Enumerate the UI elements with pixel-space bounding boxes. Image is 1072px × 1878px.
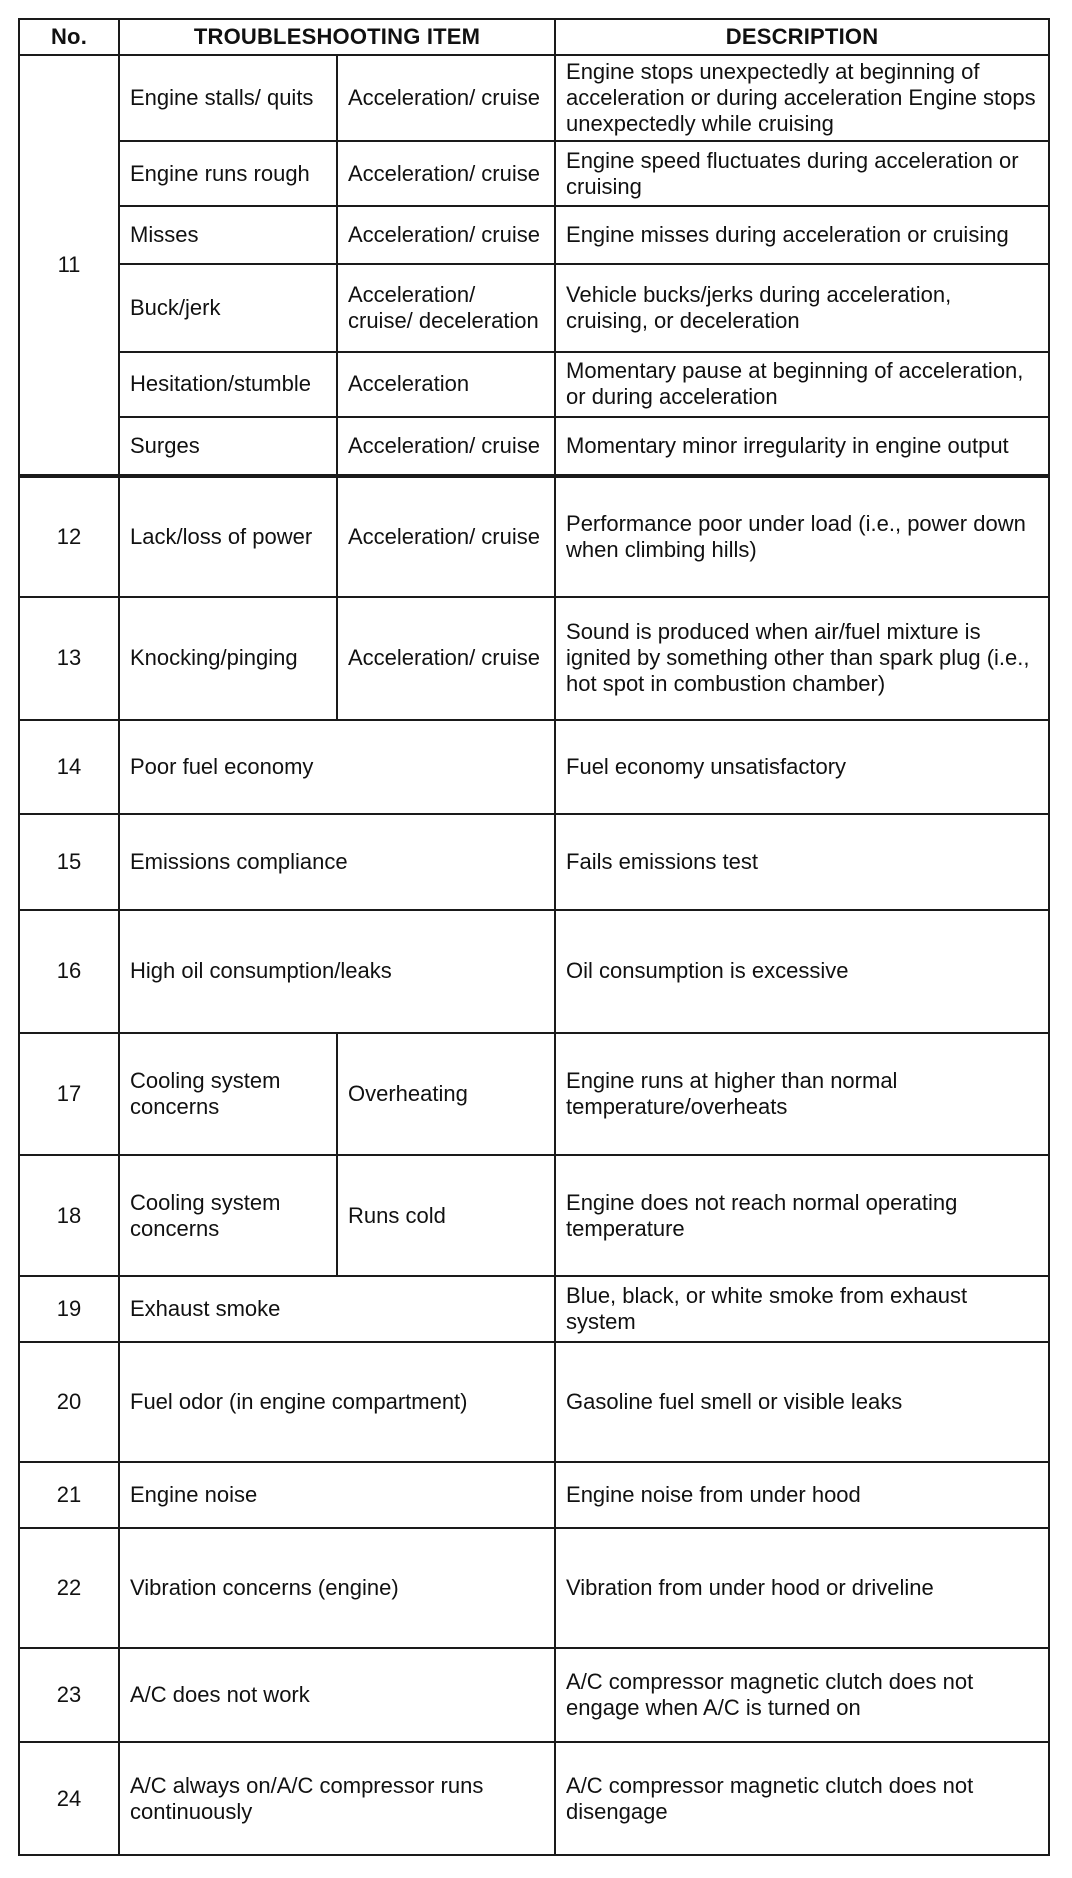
table-row bbox=[19, 1155, 1049, 1276]
table-row bbox=[19, 1648, 1049, 1742]
table-row bbox=[19, 141, 1049, 206]
troubleshooting-item: Vibration concerns (engine) bbox=[119, 1528, 555, 1649]
description-cell: Sound is produced when air/fuel mixture is ignited by something other than spark plug (i.e., hot spot in combustion chamber) bbox=[555, 597, 1049, 720]
troubleshooting-item: Cooling system concerns bbox=[119, 1155, 337, 1276]
troubleshooting-condition: Overheating bbox=[337, 1033, 555, 1156]
troubleshooting-condition: Acceleration/ cruise bbox=[337, 417, 555, 476]
row-number: 13 bbox=[19, 597, 119, 720]
row-number: 14 bbox=[19, 720, 119, 814]
description-cell: A/C compressor magnetic clutch does not engage when A/C is turned on bbox=[555, 1648, 1049, 1742]
description-cell: Engine speed fluctuates during acceleration or cruising bbox=[555, 141, 1049, 206]
description-cell: Vibration from under hood or driveline bbox=[555, 1528, 1049, 1649]
troubleshooting-item: A/C does not work bbox=[119, 1648, 555, 1742]
table-row bbox=[19, 1033, 1049, 1156]
troubleshooting-condition: Acceleration/ cruise bbox=[337, 206, 555, 263]
description-cell: Momentary pause at beginning of acceleration, or during acceleration bbox=[555, 352, 1049, 417]
table-row bbox=[19, 720, 1049, 814]
table-header-row bbox=[19, 19, 1049, 55]
table-row bbox=[19, 1742, 1049, 1855]
troubleshooting-item: Exhaust smoke bbox=[119, 1276, 555, 1341]
description-cell: Engine does not reach normal operating temperature bbox=[555, 1155, 1049, 1276]
troubleshooting-item: Engine stalls/ quits bbox=[119, 55, 337, 141]
description-cell: Vehicle bucks/jerks during acceleration, cruising, or deceleration bbox=[555, 264, 1049, 352]
troubleshooting-condition: Acceleration/ cruise bbox=[337, 597, 555, 720]
troubleshooting-item: Engine noise bbox=[119, 1462, 555, 1527]
row-number: 15 bbox=[19, 814, 119, 910]
troubleshooting-item: Engine runs rough bbox=[119, 141, 337, 206]
troubleshooting-item: Emissions compliance bbox=[119, 814, 555, 910]
table-row bbox=[19, 814, 1049, 910]
description-cell: Oil consumption is excessive bbox=[555, 910, 1049, 1033]
troubleshooting-item: Buck/jerk bbox=[119, 264, 337, 352]
description-cell: Fuel economy unsatisfactory bbox=[555, 720, 1049, 814]
row-number: 17 bbox=[19, 1033, 119, 1156]
description-cell: Engine noise from under hood bbox=[555, 1462, 1049, 1527]
troubleshooting-item: Fuel odor (in engine compartment) bbox=[119, 1342, 555, 1463]
troubleshooting-item: Poor fuel economy bbox=[119, 720, 555, 814]
table-row bbox=[19, 206, 1049, 263]
description-cell: Engine stops unexpectedly at beginning of acceleration or during acceleration Engine stops unexpectedly while cruising bbox=[555, 55, 1049, 141]
table-row bbox=[19, 1342, 1049, 1463]
table-row bbox=[19, 1276, 1049, 1341]
description-cell: Gasoline fuel smell or visible leaks bbox=[555, 1342, 1049, 1463]
table-row bbox=[19, 597, 1049, 720]
troubleshooting-item: Surges bbox=[119, 417, 337, 476]
table-row bbox=[19, 1528, 1049, 1649]
troubleshooting-item: Lack/loss of power bbox=[119, 476, 337, 597]
table-row bbox=[19, 910, 1049, 1033]
troubleshooting-table bbox=[18, 18, 1050, 1856]
table-row bbox=[19, 417, 1049, 476]
description-cell: Momentary minor irregularity in engine output bbox=[555, 417, 1049, 476]
table-row bbox=[19, 264, 1049, 352]
troubleshooting-condition: Runs cold bbox=[337, 1155, 555, 1276]
row-number: 16 bbox=[19, 910, 119, 1033]
table-row bbox=[19, 352, 1049, 417]
description-cell: Fails emissions test bbox=[555, 814, 1049, 910]
description-cell: Blue, black, or white smoke from exhaust system bbox=[555, 1276, 1049, 1341]
row-number: 20 bbox=[19, 1342, 119, 1463]
troubleshooting-item: Knocking/pinging bbox=[119, 597, 337, 720]
row-number: 18 bbox=[19, 1155, 119, 1276]
troubleshooting-item: High oil consumption/leaks bbox=[119, 910, 555, 1033]
row-number: 21 bbox=[19, 1462, 119, 1527]
column-header-description: DESCRIPTION bbox=[555, 19, 1049, 55]
description-cell: Engine runs at higher than normal temperature/overheats bbox=[555, 1033, 1049, 1156]
row-number: 23 bbox=[19, 1648, 119, 1742]
table-row bbox=[19, 1462, 1049, 1527]
troubleshooting-condition: Acceleration/ cruise bbox=[337, 141, 555, 206]
troubleshooting-item: Hesitation/stumble bbox=[119, 352, 337, 417]
row-number: 22 bbox=[19, 1528, 119, 1649]
description-cell: Engine misses during acceleration or cruising bbox=[555, 206, 1049, 263]
row-number: 19 bbox=[19, 1276, 119, 1341]
description-cell: A/C compressor magnetic clutch does not disengage bbox=[555, 1742, 1049, 1855]
table-row bbox=[19, 55, 1049, 141]
troubleshooting-condition: Acceleration bbox=[337, 352, 555, 417]
column-header-no: No. bbox=[19, 19, 119, 55]
row-number: 11 bbox=[19, 55, 119, 476]
troubleshooting-item: Misses bbox=[119, 206, 337, 263]
troubleshooting-condition: Acceleration/ cruise/ deceleration bbox=[337, 264, 555, 352]
table-row bbox=[19, 476, 1049, 597]
row-number: 12 bbox=[19, 476, 119, 597]
description-cell: Performance poor under load (i.e., power down when climbing hills) bbox=[555, 476, 1049, 597]
troubleshooting-condition: Acceleration/ cruise bbox=[337, 476, 555, 597]
troubleshooting-item: Cooling system concerns bbox=[119, 1033, 337, 1156]
troubleshooting-condition: Acceleration/ cruise bbox=[337, 55, 555, 141]
column-header-troubleshooting-item: TROUBLESHOOTING ITEM bbox=[119, 19, 555, 55]
row-number: 24 bbox=[19, 1742, 119, 1855]
troubleshooting-item: A/C always on/A/C compressor runs continuously bbox=[119, 1742, 555, 1855]
